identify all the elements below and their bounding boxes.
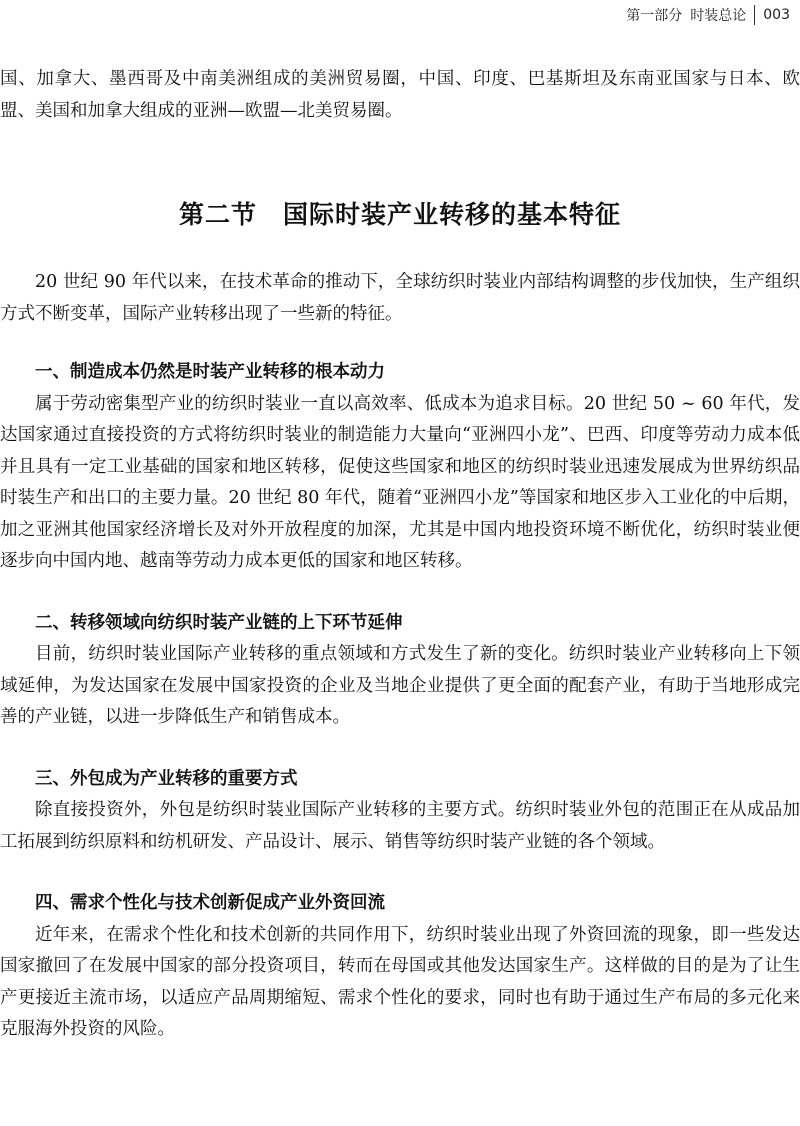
subsection-body-4: 近年来，在需求个性化和技术创新的共同作用下，纺织时装业出现了外资回流的现象，即一些发达国家撤回了在发展中国家的部分投资项目，转而在母国或其他发达国家生产。这样做的目的是为了让生产更接近主流市场，以适应产品周期缩短、需求个性化的要求，同时也有助于通过生产布局的多元化来克服海外投资的风险。 <box>0 924 800 1039</box>
subsection-body-1: 属于劳动密集型产业的纺织时装业一直以高效率、低成本为追求目标。20 世纪 50 ~ 60 年代，发达国家通过直接投资的方式将纺织时装业的制造能力大量向“亚洲四小龙”、巴西、印度等劳动力成本低并且具有一定工业基础的国家和地区转移，促使这些国家和地区的纺织时装业迅速发展成为世界纺织品时装生产和出口的主要力量。20 世纪 80 年代，随着“亚洲四小龙”等国家和地区步入工业化的中后期，加之亚洲其他国家经济增长及对外开放程度的加深，尤其是中国内地投资环境不断优化，纺织时装业便逐步向中国内地、越南等劳动力成本更低的国家和地区转移。 <box>0 393 800 571</box>
header-part: 第一部分 <box>626 8 683 24</box>
running-header <box>626 4 790 26</box>
subsection-heading-2: 二、转移领域向纺织时装产业链的上下环节延伸 <box>35 612 403 633</box>
page-number: 003 <box>763 7 790 23</box>
intro-paragraph: 国、加拿大、墨西哥及中南美洲组成的美洲贸易圈，中国、印度、巴基斯坦及东南亚国家与日本、欧盟、美国和加拿大组成的亚洲—欧盟—北美贸易圈。 <box>0 69 800 121</box>
section-title: 第二节 国际时装产业转移的基本特征 <box>178 200 621 229</box>
subsection-heading-4: 四、需求个性化与技术创新促成产业外资回流 <box>35 893 385 913</box>
subsection-body-3: 除直接投资外，外包是纺织时装业国际产业转移的主要方式。纺织时装业外包的范围正在从成品加工拓展到纺织原料和纺机研发、产品设计、展示、销售等纺织时装产业链的各个领域。 <box>0 800 800 852</box>
page-body <box>0 64 800 1046</box>
subsection-heading-3: 三、外包成为产业转移的重要方式 <box>35 768 298 789</box>
subsection-heading-1: 一、制造成本仍然是时装产业转移的根本动力 <box>35 362 385 382</box>
subsection-body-2: 目前，纺织时装业国际产业转移的重点领域和方式发生了新的变化。纺织时装业产业转移向上下领域延伸，为发达国家在发展中国家投资的企业及当地企业提供了更全面的配套产业，有助于当地形成完善的产业链，以进一步降低生产和销售成本。 <box>0 644 800 727</box>
header-chapter: 时装总论 <box>690 8 747 24</box>
header-divider <box>754 5 755 25</box>
section-lead: 20 世纪 90 年代以来，在技术革命的推动下，全球纺织时装业内部结构调整的步伐加快，生产组织方式不断变革，国际产业转移出现了一些新的特征。 <box>0 272 800 324</box>
